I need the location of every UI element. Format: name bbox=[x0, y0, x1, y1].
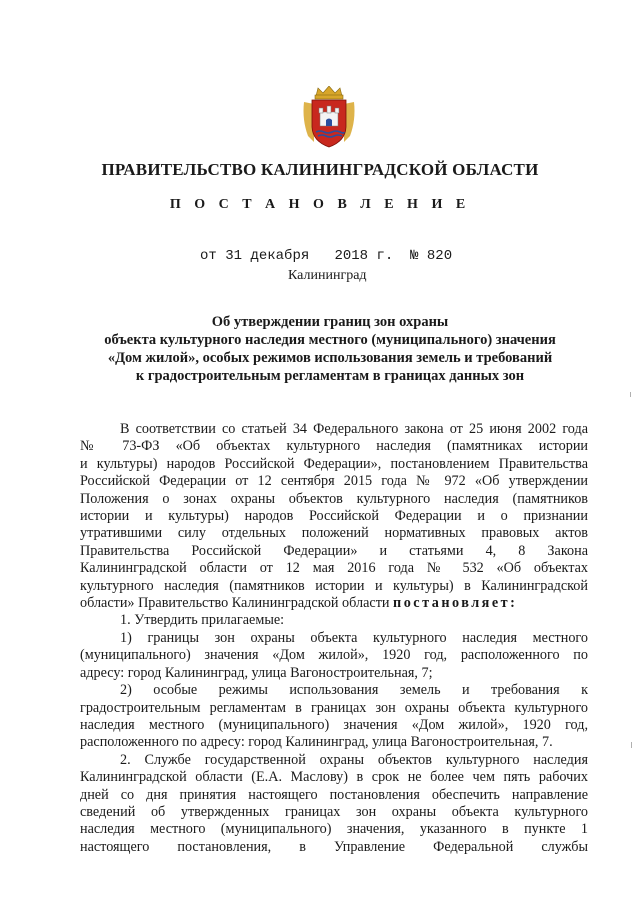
date-year: 2018 г. bbox=[334, 248, 394, 264]
resolves-word: постановляет: bbox=[393, 595, 518, 612]
preamble-line: истории и культуры) народов Российской Федерации и о признании bbox=[80, 508, 588, 525]
date-month: декабря bbox=[250, 248, 310, 264]
scan-mark bbox=[631, 742, 632, 748]
date-prefix: от bbox=[200, 248, 217, 264]
item-1-1-line: 1) границы зон охраны объекта культурного наследия местного bbox=[120, 629, 588, 646]
preamble-line: утратившими силу отдельных положений нормативных правовых актов bbox=[80, 525, 588, 542]
preamble-last-text: области» Правительство Калининградской области bbox=[80, 595, 390, 612]
document-type: П О С Т А Н О В Л Е Н И Е bbox=[169, 197, 471, 212]
item-1-2-line: расположенного по адресу: город Калининград, улица Вагоностроительная, 7. bbox=[80, 734, 553, 751]
coat-of-arms-icon bbox=[300, 86, 358, 148]
item-1-1-line: адресу: город Калининград, улица Вагоностроительная, 7; bbox=[80, 664, 433, 681]
number-sign: № bbox=[410, 248, 419, 264]
city: Калининград bbox=[288, 268, 367, 283]
decree-number: 820 bbox=[426, 248, 453, 264]
preamble-line: В соответствии со статьей 34 Федерального закона от 25 июня 2002 года bbox=[120, 421, 588, 437]
item-1: 1. Утвердить прилагаемые: bbox=[120, 612, 285, 629]
item-1-2-line: наследия местного (муниципального) значения «Дом жилой», 1920 год, bbox=[80, 716, 588, 733]
preamble-line: Российской Федерации от 12 сентября 2015 года № 972 «Об утверждении bbox=[80, 473, 588, 490]
scan-mark bbox=[630, 392, 631, 397]
date-line bbox=[200, 248, 452, 264]
government-name: ПРАВИТЕЛЬСТВО КАЛИНИНГРАДСКОЙ ОБЛАСТИ bbox=[101, 160, 539, 179]
preamble-line: культурного наследия (памятников истории и культуры) в Калининградской bbox=[80, 577, 588, 594]
title-line: объекта культурного наследия местного (муниципального) значения bbox=[104, 332, 556, 348]
preamble-line: № 73-ФЗ «Об объектах культурного наследия (памятниках истории bbox=[80, 438, 588, 455]
item-2-line: Калининградской области (Е.А. Маслову) в срок не более чем пять рабочих bbox=[80, 769, 588, 786]
decree-title bbox=[70, 313, 590, 385]
decree-body bbox=[80, 421, 588, 856]
title-line: «Дом жилой», особых режимов использования земель и требований bbox=[107, 350, 553, 366]
preamble-last-line bbox=[80, 595, 588, 612]
item-2-line: сведений об утвержденных границах зон охраны объекта культурного bbox=[80, 803, 588, 820]
item-2-line: наследия местного (муниципального) значения, указанного в пункте 1 bbox=[80, 821, 588, 838]
item-1-1-line: (муниципального) значения «Дом жилой», 1920 год, расположенного по bbox=[80, 647, 588, 664]
title-line: Об утверждении границ зон охраны bbox=[211, 314, 449, 330]
preamble-line: Положения о зонах охраны объектов культурного наследия (памятников bbox=[80, 490, 588, 507]
preamble-line: и культуры) народов Российской Федерации», постановлением Правительства bbox=[80, 455, 588, 472]
item-2-line: дней со дня принятия настоящего постановления обеспечить направление bbox=[80, 786, 588, 803]
item-1-2-line: 2) особые режимы использования земель и требования к bbox=[120, 682, 588, 699]
item-2-line: 2. Службе государственной охраны объектов культурного наследия bbox=[120, 751, 588, 768]
date-day: 31 bbox=[225, 248, 243, 264]
preamble-line: Правительства Российской Федерации» и статьями 4, 8 Закона bbox=[80, 542, 588, 559]
item-1-2-line: градостроительным регламентам в границах зон охраны объекта культурного bbox=[80, 699, 588, 716]
title-line: к градостроительным регламентам в границах данных зон bbox=[135, 368, 525, 384]
item-2-line: настоящего постановления, в Управление Федеральной службы bbox=[80, 838, 588, 855]
preamble-line: Калининградской области от 12 мая 2016 года № 532 «Об объектах bbox=[80, 560, 588, 577]
